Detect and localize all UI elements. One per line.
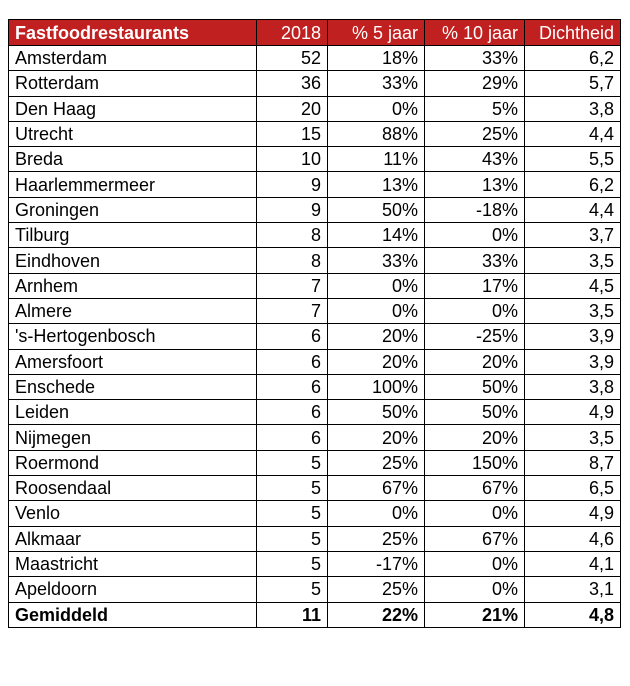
table-row [9,121,621,146]
count-2018-cell: 6 [257,374,328,399]
count-2018-cell: 5 [257,526,328,551]
name-cell: Alkmaar [9,526,257,551]
table-row [9,374,621,399]
name-cell: Eindhoven [9,248,257,273]
dichtheid-cell: 3,8 [525,374,621,399]
change-10-jaar-cell: 5% [425,96,525,121]
change-5-jaar-cell: 25% [328,526,425,551]
change-10-jaar-cell: 13% [425,172,525,197]
count-2018-cell: 9 [257,172,328,197]
name-cell: Tilburg [9,223,257,248]
table-row [9,223,621,248]
name-cell: Gemiddeld [9,602,257,627]
table-row [9,400,621,425]
dichtheid-cell: 4,9 [525,400,621,425]
change-10-jaar-cell: 67% [425,526,525,551]
change-5-jaar-cell: 18% [328,46,425,71]
header-cell-2018: 2018 [257,20,328,46]
count-2018-cell: 5 [257,476,328,501]
name-cell: Den Haag [9,96,257,121]
change-5-jaar-cell: 14% [328,223,425,248]
table-row [9,577,621,602]
count-2018-cell: 20 [257,96,328,121]
name-cell: Groningen [9,197,257,222]
dichtheid-cell: 6,5 [525,476,621,501]
change-10-jaar-cell: 33% [425,46,525,71]
change-5-jaar-cell: 88% [328,121,425,146]
header-cell-dichtheid: Dichtheid [525,20,621,46]
table-row [9,501,621,526]
name-cell: Haarlemmermeer [9,172,257,197]
change-5-jaar-cell: 100% [328,374,425,399]
change-10-jaar-cell: 0% [425,577,525,602]
dichtheid-cell: 5,5 [525,147,621,172]
change-10-jaar-cell: 0% [425,501,525,526]
change-5-jaar-cell: 13% [328,172,425,197]
table-row [9,248,621,273]
change-5-jaar-cell: 0% [328,501,425,526]
count-2018-cell: 11 [257,602,328,627]
table-body [9,46,621,628]
change-10-jaar-cell: 20% [425,425,525,450]
change-5-jaar-cell: 33% [328,71,425,96]
dichtheid-cell: 3,9 [525,349,621,374]
change-5-jaar-cell: -17% [328,551,425,576]
change-5-jaar-cell: 20% [328,349,425,374]
dichtheid-cell: 3,7 [525,223,621,248]
name-cell: Enschede [9,374,257,399]
dichtheid-cell: 4,9 [525,501,621,526]
count-2018-cell: 8 [257,223,328,248]
count-2018-cell: 5 [257,577,328,602]
change-5-jaar-cell: 50% [328,197,425,222]
change-10-jaar-cell: 150% [425,450,525,475]
table-row [9,46,621,71]
change-5-jaar-cell: 25% [328,577,425,602]
dichtheid-cell: 3,1 [525,577,621,602]
name-cell: Utrecht [9,121,257,146]
table-row [9,476,621,501]
change-5-jaar-cell: 25% [328,450,425,475]
name-cell: Rotterdam [9,71,257,96]
name-cell: Venlo [9,501,257,526]
name-cell: Amersfoort [9,349,257,374]
dichtheid-cell: 3,5 [525,298,621,323]
change-5-jaar-cell: 67% [328,476,425,501]
count-2018-cell: 9 [257,197,328,222]
change-10-jaar-cell: 50% [425,374,525,399]
table-row [9,324,621,349]
change-5-jaar-cell: 0% [328,298,425,323]
change-10-jaar-cell: 20% [425,349,525,374]
fastfood-table [8,19,621,628]
table-row [9,71,621,96]
name-cell: Breda [9,147,257,172]
name-cell: Amsterdam [9,46,257,71]
change-10-jaar-cell: 0% [425,551,525,576]
header-cell-10-jaar: % 10 jaar [425,20,525,46]
change-10-jaar-cell: -25% [425,324,525,349]
dichtheid-cell: 4,4 [525,121,621,146]
name-cell: Apeldoorn [9,577,257,602]
count-2018-cell: 8 [257,248,328,273]
count-2018-cell: 5 [257,450,328,475]
dichtheid-cell: 3,5 [525,248,621,273]
count-2018-cell: 7 [257,298,328,323]
change-5-jaar-cell: 33% [328,248,425,273]
count-2018-cell: 7 [257,273,328,298]
change-10-jaar-cell: 17% [425,273,525,298]
count-2018-cell: 6 [257,425,328,450]
count-2018-cell: 5 [257,551,328,576]
table-row [9,197,621,222]
change-10-jaar-cell: 21% [425,602,525,627]
change-10-jaar-cell: 0% [425,223,525,248]
dichtheid-cell: 6,2 [525,46,621,71]
table-row [9,172,621,197]
table-row [9,147,621,172]
dichtheid-cell: 4,1 [525,551,621,576]
count-2018-cell: 10 [257,147,328,172]
table-row [9,450,621,475]
change-10-jaar-cell: 50% [425,400,525,425]
count-2018-cell: 6 [257,400,328,425]
dichtheid-cell: 3,9 [525,324,621,349]
table-row [9,551,621,576]
change-10-jaar-cell: 25% [425,121,525,146]
count-2018-cell: 36 [257,71,328,96]
header-cell-5-jaar: % 5 jaar [328,20,425,46]
name-cell: Nijmegen [9,425,257,450]
dichtheid-cell: 3,5 [525,425,621,450]
change-5-jaar-cell: 50% [328,400,425,425]
count-2018-cell: 15 [257,121,328,146]
table-row [9,349,621,374]
dichtheid-cell: 8,7 [525,450,621,475]
header-row [9,20,621,46]
count-2018-cell: 6 [257,349,328,374]
change-10-jaar-cell: 0% [425,298,525,323]
dichtheid-cell: 4,5 [525,273,621,298]
change-5-jaar-cell: 22% [328,602,425,627]
name-cell: Maastricht [9,551,257,576]
count-2018-cell: 6 [257,324,328,349]
summary-row [9,602,621,627]
change-5-jaar-cell: 0% [328,96,425,121]
change-5-jaar-cell: 11% [328,147,425,172]
table-row [9,298,621,323]
name-cell: Roosendaal [9,476,257,501]
dichtheid-cell: 4,8 [525,602,621,627]
change-10-jaar-cell: 43% [425,147,525,172]
dichtheid-cell: 6,2 [525,172,621,197]
table-row [9,96,621,121]
table-row [9,273,621,298]
dichtheid-cell: 5,7 [525,71,621,96]
table-row [9,425,621,450]
dichtheid-cell: 3,8 [525,96,621,121]
change-10-jaar-cell: -18% [425,197,525,222]
change-10-jaar-cell: 29% [425,71,525,96]
change-5-jaar-cell: 0% [328,273,425,298]
table-row [9,526,621,551]
count-2018-cell: 52 [257,46,328,71]
name-cell: Leiden [9,400,257,425]
change-10-jaar-cell: 33% [425,248,525,273]
name-cell: Arnhem [9,273,257,298]
change-5-jaar-cell: 20% [328,425,425,450]
dichtheid-cell: 4,6 [525,526,621,551]
name-cell: 's-Hertogenbosch [9,324,257,349]
count-2018-cell: 5 [257,501,328,526]
name-cell: Almere [9,298,257,323]
change-5-jaar-cell: 20% [328,324,425,349]
name-cell: Roermond [9,450,257,475]
change-10-jaar-cell: 67% [425,476,525,501]
dichtheid-cell: 4,4 [525,197,621,222]
header-cell-name: Fastfoodrestaurants [9,20,257,46]
